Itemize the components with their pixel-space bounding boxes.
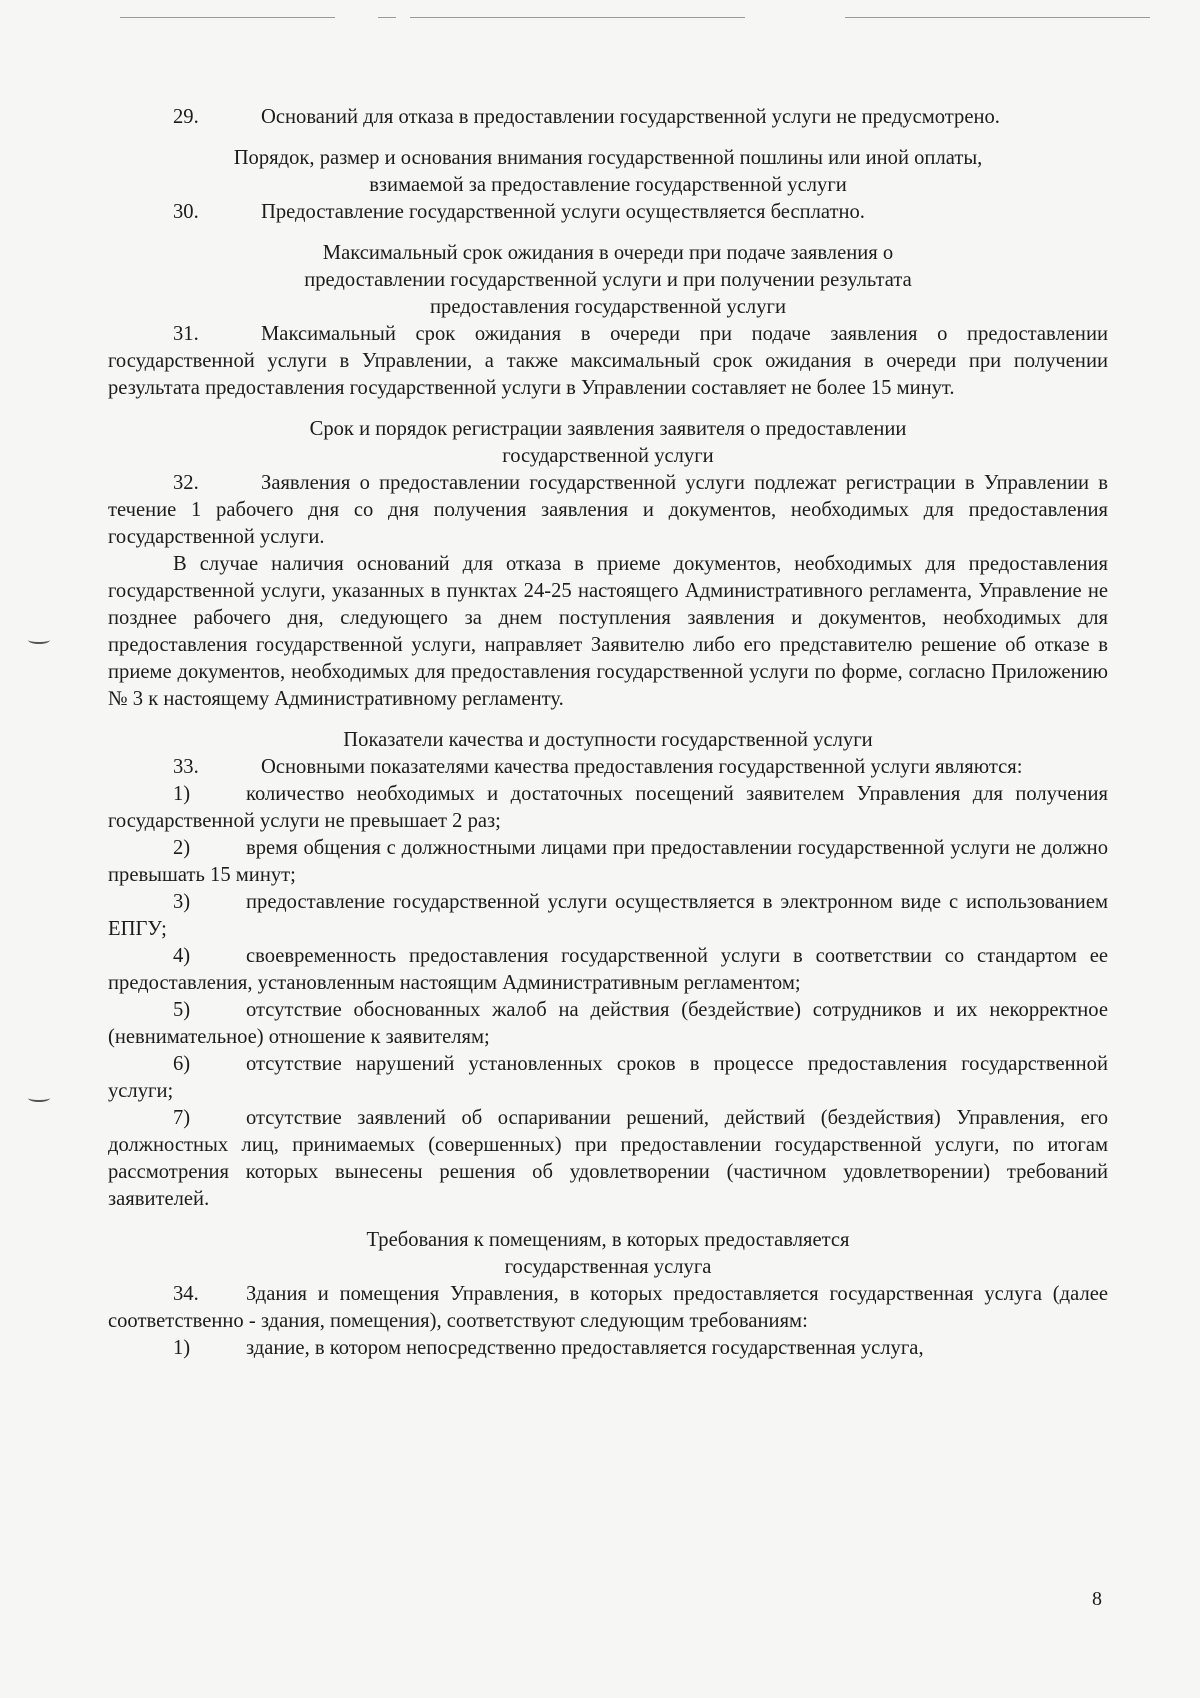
section-heading-queue <box>108 240 1108 321</box>
item-number: 7) <box>173 1107 191 1129</box>
scan-artifact-line <box>378 17 396 18</box>
paragraph-33 <box>108 754 1108 781</box>
heading-line: государственная услуга <box>504 1256 712 1278</box>
list-item-text: отсутствие нарушений установленных сроков в процессе предоставления государственной услуги; <box>108 1053 1108 1102</box>
binding-hole-mark <box>28 1094 50 1102</box>
list-item-text: отсутствие заявлений об оспаривании решений, действий (бездействия) Управления, его должностных лиц, принимаемых (совершенных) при предоставлении государственной услуги, по итогам рассмотрения которых вынесены решения об удовлетворении (частичном удовлетворении) требований заявителей. <box>108 1107 1108 1210</box>
item-number: 2) <box>173 837 191 859</box>
list-item-text: время общения с должностными лицами при предоставлении государственной услуги не должно превышать 15 минут; <box>108 837 1108 886</box>
item-number: 31. <box>173 323 199 345</box>
list-item <box>108 835 1108 889</box>
scan-artifact-line <box>410 17 745 18</box>
paragraph-29 <box>108 104 1108 131</box>
item-number: 29. <box>173 106 199 128</box>
item-number: 6) <box>173 1053 191 1075</box>
item-number: 3) <box>173 891 191 913</box>
paragraph-text: Оснований для отказа в предоставлении государственной услуги не предусмотрено. <box>261 106 1000 128</box>
list-item <box>108 781 1108 835</box>
heading-line: предоставления государственной услуги <box>430 296 786 318</box>
list-item <box>108 997 1108 1051</box>
paragraph-32-refusal: В случае наличия оснований для отказа в приеме документов, необходимых для предоставления государственной услуги, указанных в пунктах 24-25 настоящего Административного регламента, Управление не позднее рабочего дня, следующего за днем поступления заявления и документов, необходимых для предоставления государственной услуги, направляет Заявителю либо его представителю решение об отказе в приеме документов, необходимых для предоставления государственной услуги по форме, согласно Приложению № 3 к настоящему Административному регламенту. <box>108 553 1108 710</box>
binding-hole-mark <box>28 636 50 644</box>
paragraph-text: Здания и помещения Управления, в которых предоставляется государственная услуга (далее соответственно - здания, помещения), соответствуют следующим требованиям: <box>108 1283 1108 1332</box>
list-item <box>108 889 1108 943</box>
heading-line: взимаемой за предоставление государственной услуги <box>369 174 847 196</box>
heading-line: Срок и порядок регистрации заявления заявителя о предоставлении <box>309 418 907 440</box>
scan-artifact-line <box>120 17 335 18</box>
paragraph-text: Максимальный срок ожидания в очереди при подаче заявления о предоставлении государственной услуги в Управлении, а также максимальный срок ожидания в очереди при получении результата предоставления государственной услуги в Управлении составляет не более 15 минут. <box>108 323 1108 399</box>
page-number: 8 <box>1092 1588 1102 1610</box>
list-item-text: количество необходимых и достаточных посещений заявителем Управления для получения государственной услуги не превышает 2 раз; <box>108 783 1108 832</box>
item-number: 33. <box>173 756 199 778</box>
section-heading-rooms <box>108 1227 1108 1281</box>
item-number: 30. <box>173 201 199 223</box>
list-item-text: предоставление государственной услуги осуществляется в электронном виде с использованием ЕПГУ; <box>108 891 1108 940</box>
paragraph-31 <box>108 321 1108 402</box>
list-item <box>108 943 1108 997</box>
paragraph-32 <box>108 470 1108 551</box>
paragraph-text: Основными показателями качества предоставления государственной услуги являются: <box>261 756 1023 778</box>
scan-artifact-line <box>845 17 1150 18</box>
item-number: 32. <box>173 472 199 494</box>
paragraph-30 <box>108 199 1108 226</box>
paragraph-34 <box>108 1281 1108 1335</box>
heading-line: Максимальный срок ожидания в очереди при подаче заявления о <box>322 242 894 264</box>
item-number: 1) <box>173 1337 191 1359</box>
heading-line: государственной услуги <box>502 445 714 467</box>
paragraph-text: здание, в котором непосредственно предоставляется государственная услуга, <box>246 1337 924 1359</box>
item-number: 1) <box>173 783 191 805</box>
document-body <box>108 104 1108 1362</box>
list-item-text: отсутствие обоснованных жалоб на действия (бездействие) сотрудников и их некорректное (невнимательное) отношение к заявителям; <box>108 999 1108 1048</box>
item-number: 34. <box>173 1283 199 1305</box>
paragraph-text: Предоставление государственной услуги осуществляется бесплатно. <box>261 201 865 223</box>
list-item <box>108 1105 1108 1213</box>
heading-line: Порядок, размер и основания внимания государственной пошлины или иной оплаты, <box>233 147 983 169</box>
paragraph-34-item-1 <box>108 1335 1108 1362</box>
section-heading-registration <box>108 416 1108 470</box>
section-heading-fee <box>108 145 1108 199</box>
paragraph-text: Заявления о предоставлении государственной услуги подлежат регистрации в Управлении в течение 1 рабочего дня со дня получения заявления и документов, необходимых для предоставления государственной услуги. <box>108 472 1108 548</box>
list-item-text: своевременность предоставления государственной услуги в соответствии со стандартом ее предоставления, установленным настоящим Административным регламентом; <box>108 945 1108 994</box>
list-item <box>108 1051 1108 1105</box>
item-number: 4) <box>173 945 191 967</box>
heading-line: Требования к помещениям, в которых предоставляется <box>366 1229 850 1251</box>
heading-line: предоставлении государственной услуги и при получении результата <box>304 269 912 291</box>
item-number: 5) <box>173 999 191 1021</box>
section-heading-quality: Показатели качества и доступности государственной услуги <box>343 729 873 751</box>
quality-indicators-list <box>108 781 1108 1213</box>
